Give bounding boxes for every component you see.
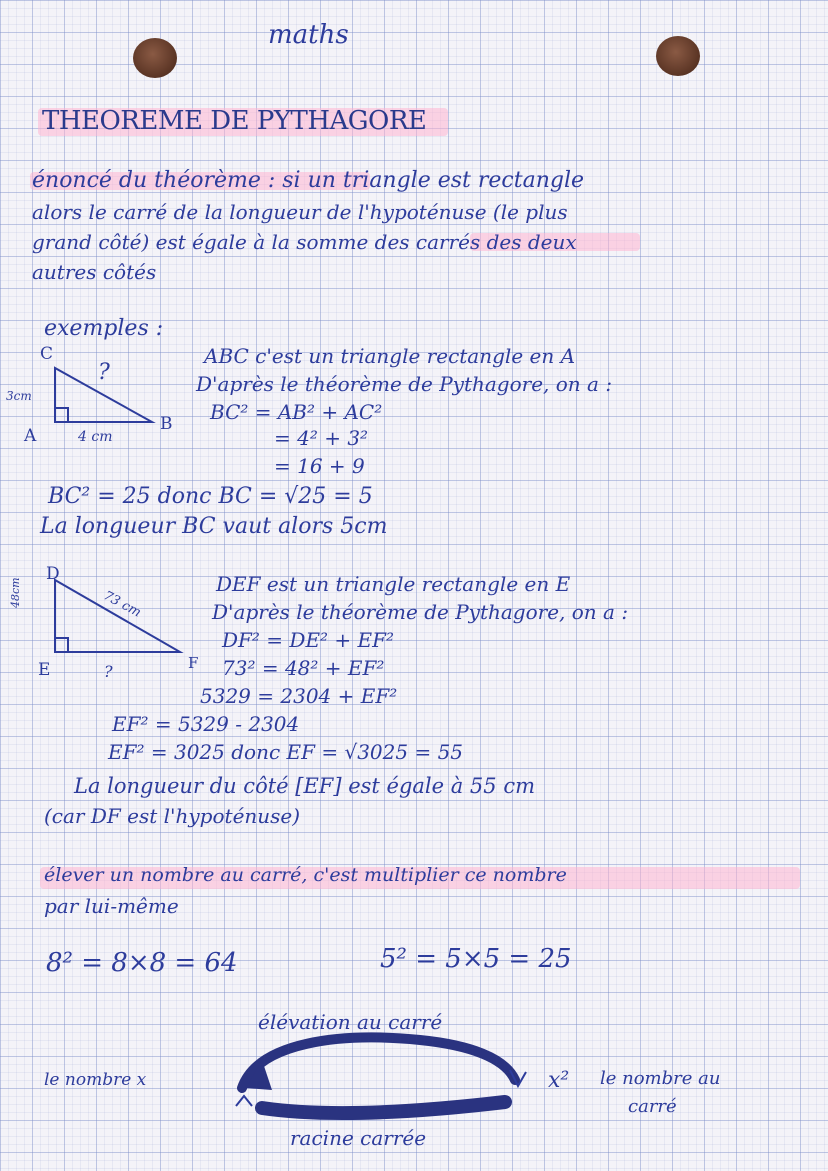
square-example-5: 5² = 5×5 = 25: [380, 944, 572, 974]
unknown-ef: ?: [104, 662, 113, 681]
arrow-top-curve: [242, 1038, 515, 1088]
example1-line-2: D'après le théorème de Pythagore, on a :: [196, 372, 613, 396]
example2-line-3: DF² = DE² + EF²: [222, 628, 395, 652]
side-de-label: 48cm: [9, 577, 22, 608]
statement-line-1: énoncé du théorème : si un triangle est rectangle: [32, 168, 584, 193]
diagram-left-label: le nombre x: [44, 1070, 147, 1090]
diagram-right-label-2: carré: [628, 1096, 677, 1117]
example1-line-3: BC² = AB² + AC²: [210, 400, 383, 424]
unknown-bc: ?: [98, 360, 110, 385]
statement-line-4: autres côtés: [32, 260, 157, 284]
side-ab-label: 4 cm: [78, 429, 113, 445]
vertex-f: F: [188, 654, 199, 672]
diagram-right-var: x²: [548, 1068, 570, 1093]
example2-line-2: D'après le théorème de Pythagore, on a :: [212, 600, 629, 624]
example2-conclusion-2: (car DF est l'hypoténuse): [44, 804, 301, 828]
examples-label: exemples :: [44, 316, 164, 341]
vertex-e: E: [38, 660, 51, 680]
subject-header: maths: [268, 20, 349, 50]
example1-conclusion: La longueur BC vaut alors 5cm: [40, 514, 388, 539]
vertex-b: B: [160, 414, 173, 434]
page-title: THEOREME DE PYTHAGORE: [42, 106, 427, 136]
statement-line-2: alors le carré de la longueur de l'hypoténuse (le plus: [32, 200, 568, 224]
example2-line-4: 73² = 48² + EF²: [222, 656, 385, 680]
statement-line-3: grand côté) est égale à la somme des carrés des deux: [32, 230, 577, 254]
diagram-right-label-1: le nombre au: [600, 1068, 721, 1089]
vertex-d: D: [46, 564, 60, 584]
example1-result: BC² = 25 donc BC = √25 = 5: [48, 484, 373, 509]
vertex-a: A: [24, 426, 37, 446]
example2-step-2: EF² = 3025 donc EF = √3025 = 55: [108, 740, 464, 764]
diagram-bottom-label: racine carrée: [290, 1126, 427, 1150]
example2-step-1: EF² = 5329 - 2304: [112, 712, 300, 736]
example2-line-5: 5329 = 2304 + EF²: [200, 684, 398, 708]
diagram-top-label: élévation au carré: [258, 1010, 443, 1034]
arrow-bottom-curve: [262, 1102, 505, 1113]
arrow-bottom-head: [236, 1096, 252, 1106]
example1-line-4: = 4² + 3²: [274, 426, 369, 450]
definition-line-2: par lui-même: [44, 894, 179, 918]
side-ac-label: 3cm: [6, 389, 32, 403]
example1-line-1: ABC c'est un triangle rectangle en A: [204, 344, 576, 368]
side-df-label: 73 cm: [100, 588, 144, 621]
example2-line-1: DEF est un triangle rectangle en E: [216, 572, 571, 596]
definition-line-1: élever un nombre au carré, c'est multiplier ce nombre: [44, 864, 567, 886]
square-example-8: 8² = 8×8 = 64: [46, 948, 238, 978]
example2-conclusion-1: La longueur du côté [EF] est égale à 55 cm: [74, 774, 536, 798]
vertex-c: C: [40, 344, 54, 364]
example1-line-5: = 16 + 9: [274, 454, 365, 478]
